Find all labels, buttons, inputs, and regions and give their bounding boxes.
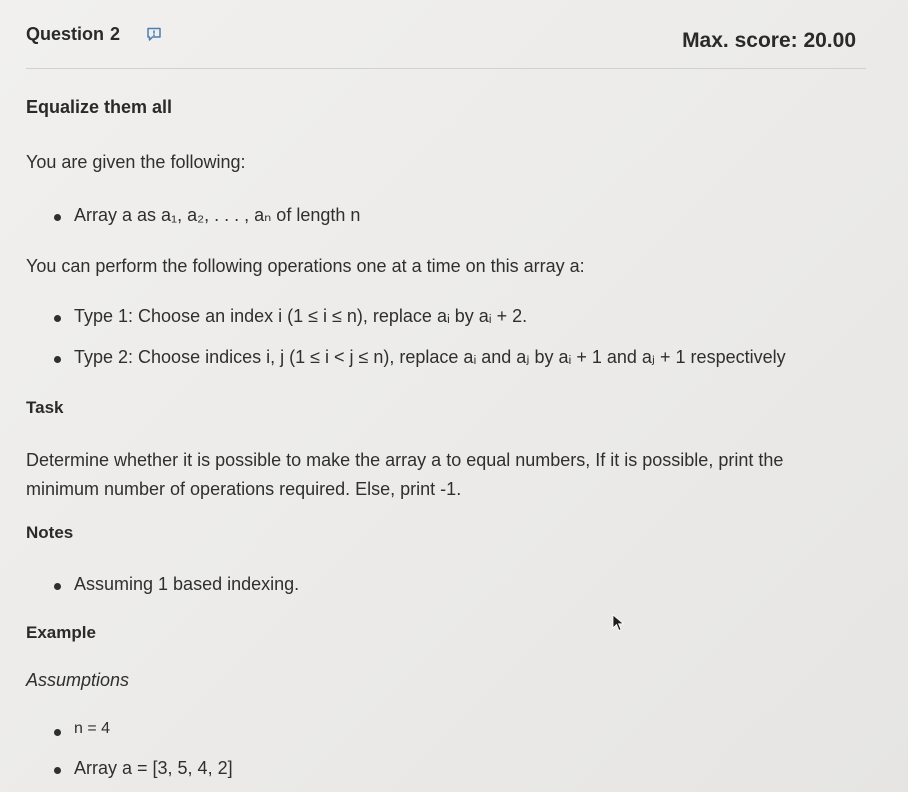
question-header — [26, 24, 120, 45]
task-text-line-1: Determine whether it is possible to make the array a to equal numbers, If it is possible, print the — [26, 450, 784, 470]
given-item: Array a as a₁, a₂, . . . , aₙ of length n — [54, 205, 360, 226]
assumption-item-n: n = 4 — [54, 720, 110, 738]
assumption-item-array: Array a = [3, 5, 4, 2] — [54, 758, 233, 779]
task-text-line-2: minimum number of operations required. Else, print -1. — [26, 479, 462, 499]
report-flag-icon[interactable] — [146, 26, 162, 42]
intro-text: You are given the following: — [26, 152, 246, 172]
problem-title: Equalize them all — [26, 97, 173, 117]
task-heading: Task — [26, 398, 64, 417]
mouse-cursor-icon — [612, 614, 626, 632]
header-divider — [26, 68, 866, 69]
operation-item-1: Type 1: Choose an index i (1 ≤ i ≤ n), replace aᵢ by aᵢ + 2. — [54, 306, 527, 327]
assumptions-heading: Assumptions — [26, 670, 130, 690]
example-heading: Example — [26, 623, 96, 642]
note-item: Assuming 1 based indexing. — [54, 574, 299, 595]
notes-heading: Notes — [26, 523, 74, 542]
question-label: Question — [26, 24, 105, 44]
operation-item-2: Type 2: Choose indices i, j (1 ≤ i < j ≤ n), replace aᵢ and aⱼ by aᵢ + 1 and aⱼ + 1 respectively — [54, 347, 786, 368]
max-score: Max. score: 20.00 — [682, 29, 856, 52]
operations-intro: You can perform the following operations one at a time on this array a: — [26, 256, 585, 276]
question-number: 2 — [110, 24, 121, 44]
